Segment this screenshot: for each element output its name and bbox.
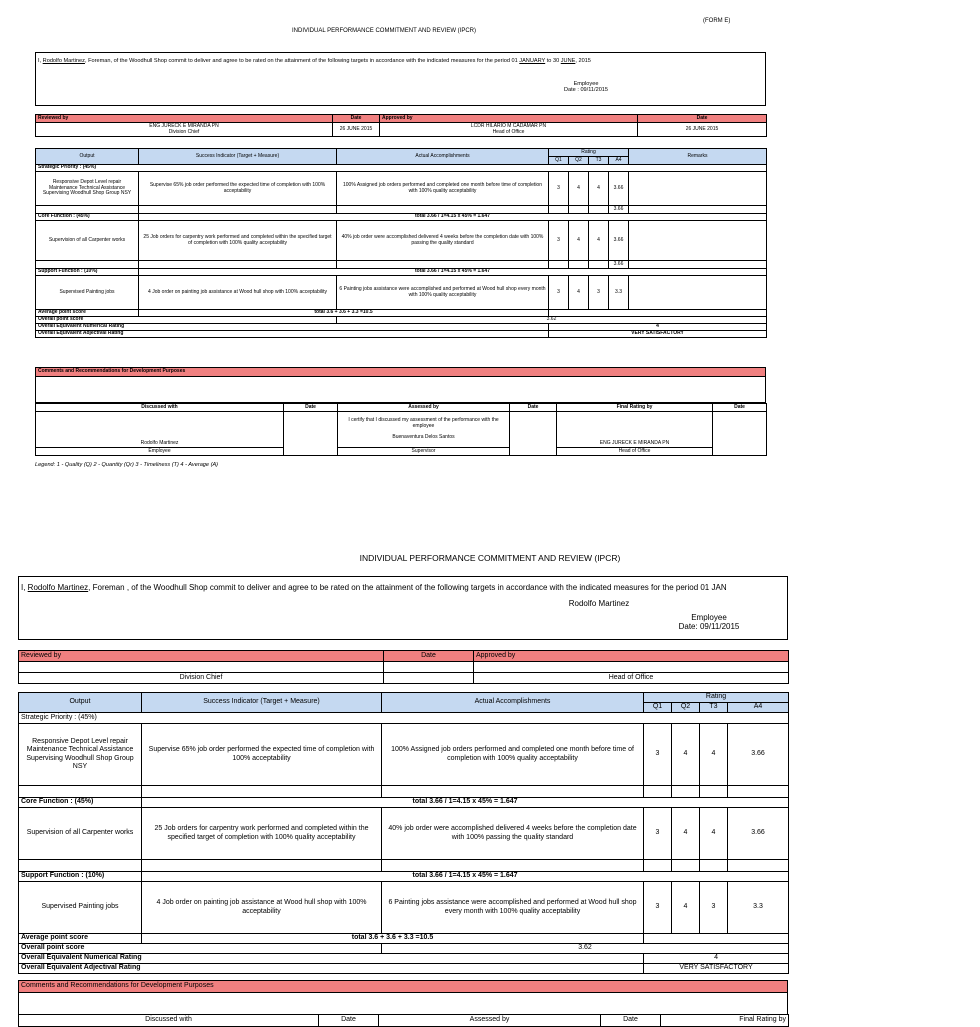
table-row: Supervised Painting jobs 4 Job order on painting job assistance at Wood hull shop with 100% acceptability 6 Painting jobs assistance were accomplished and performed at Wood hull shop every month with 100% quality acceptability 3 4 3 3.3 (19, 882, 789, 934)
page-title: INDIVIDUAL PERFORMANCE COMMITMENT AND REVIEW (IPCR) (291, 28, 476, 34)
table-row: Supervision of all Carpenter works 25 Job orders for carpentry work performed and completed within the specified target of completion with 100% quality acceptability 40% job order were accomplished delivered 4 weeks before the completion date with 100% passing the quality standard 3 4 4 3.66 (36, 221, 767, 261)
rating-table: Output Success Indicator (Target + Measure) Actual Accomplishments Rating Remarks Q1 Q2 T3 A4 Strategic Priority : (45%) Responsive Depot Level repair Maintenance Technical Assistance Supervising Woodhull Shop Group NSY Supervise 65% job order performed the expected time of completion with 100% acceptability 100% Assigned job orders performed and completed one month before time of completion with 100% quality acceptability 3 4 4 3.66 3.66 Core Function : (45%) total 3.66 / 1=4.15 x 45% = 1.647 Supervision of all Carpenter works 25 Job orders for carpentry work performed and completed within the specified target of completion with 100% quality acceptability 40% job order were accomplished delivered 4 weeks before the completion date with 100% passing the quality standard 3 4 4 3.66 3.66 Support Function : (10%) total 3.66 / 1=4.15 x 45% = 1.647 Supervised Painting jobs 4 Job order on painting job assistance at Wood hull shop with 100% acceptability 6 Painting jobs assistance were accomplished and performed at Wood hull shop every month with 100% quality acceptability 3 4 3 3.3 Average point score total 3.6 + 3.6 + 3.3 =10.5 Overall point score 3.62 Overall Equivalent Numerical Rating 4 Overall Equivalent Adjectival Rating VERY SATISFACTORY (35, 148, 767, 338)
signoff-table: Discussed with Date Assessed by Date Final Rating by Date Rodolfo Martinez I certify that I discussed my assessment of the performance with the employee Buenaventura Delos Santos ENG JURECK E MIRANDA PN Employee Supervisor Head of Office (35, 403, 767, 456)
comments-table (35, 367, 766, 403)
commitment-box (35, 52, 766, 106)
employee-name: Rodolfo Martinez (42, 58, 85, 64)
commitment-statement-2: I, Rodolfo Martinez, Foreman , of the Woodhull Shop commit to deliver and agree to be rated on the attainment of the following targets in accordance with the indicated measures for the period 01 JAN (21, 583, 727, 592)
commitment-statement: I, Rodolfo Martinez, Foreman, of the Woodhull Shop commit to deliver and agree to be rated on the attainment of the following targets in accordance with the indicated measures for the period 01 JANUARY to 30 JUNE, 2015 (38, 58, 591, 64)
rating-table-2: Output Success Indicator (Target + Measure) Actual Accomplishments Rating Q1 Q2 T3 A4 Strategic Priority : (45%) Responsive Depot Level repair Maintenance Technical Assistance Supervising Woodhull Shop Group NSY Supervise 65% job order performed the expected time of completion with 100% acceptability 100% Assigned job orders performed and completed one month before time of completion with 100% quality acceptability 3 4 4 3.66 Core Function : (45%) total 3.66 / 1=4.15 x 45% = 1.647 Supervision of all Carpenter works 25 Job orders for carpentry work performed and completed within the specified target of completion with 100% quality acceptability 40% job order were accomplished delivered 4 weeks before the completion date with 100% passing the quality standard 3 4 4 3.66 Support Function : (10%) total 3.66 / 1=4.15 x 45% = 1.647 Supervised Painting jobs 4 Job order on painting job assistance at Wood hull shop with 100% acceptability 6 Painting jobs assistance were accomplished and performed at Wood hull shop every month with 100% quality acceptability 3 4 3 3.3 Average point score total 3.6 + 3.6 + 3.3 =10.5 Overall point score 3.62 Overall Equivalent Numerical Rating 4 Overall Equivalent Adjectival Rating VERY SATISFACTORY (18, 692, 789, 974)
adjectival-rating: VERY SATISFACTORY (549, 331, 767, 338)
ipcr-page-2 (0, 548, 786, 1024)
numerical-rating: 4 (549, 324, 767, 331)
signoff-table-2: Discussed with Date Assessed by Date Final Rating by (18, 1014, 789, 1027)
core-function-label: Core Function : (45%) (36, 214, 139, 221)
reviewed-by-header: Reviewed by (36, 115, 333, 123)
assessor-block: I certify that I discussed my assessment of the performance with the employee Buenaventura Delos Santos (338, 412, 510, 448)
reviewer-name: ENG JURECK E MIRANDA PN Division Chief (36, 123, 333, 137)
approver-name: LCDR HILARIO M CADAMAR PN Head of Office (380, 123, 638, 137)
approved-by-header: Approved by (380, 115, 638, 123)
review-table: Reviewed by Date Approved by Date ENG JURECK E MIRANDA PN Division Chief 26 JUNE 2015 LCDR HILARIO M CADAMAR PN Head of Office 26 JUNE 2015 (35, 114, 767, 137)
employee-signature-block: Employee Date : 09/11/2015 (563, 81, 609, 94)
support-function-label: Support Function : (10%) (36, 269, 139, 276)
ipcr-page-1 (0, 0, 768, 490)
form-number: (FORM E) (703, 18, 731, 24)
legend: Legend: 1 - Quality (Q) 2 - Quantity (Qr) 3 - Timeliness (T) 4 - Average (A) (35, 462, 219, 468)
comments-area (36, 377, 766, 403)
comments-table-2: Comments and Recommendations for Development Purposes (18, 980, 788, 1015)
review-table-2: Reviewed by Date Approved by Division Chief Head of Office (18, 650, 789, 684)
final-rater-name: ENG JURECK E MIRANDA PN (557, 412, 713, 448)
commitment-box-2: I, Rodolfo Martinez, Foreman , of the Woodhull Shop commit to deliver and agree to be rated on the attainment of the following targets in accordance with the indicated measures for the period 01 JAN Rodolfo Martinez Employee Date: 09/11/2015 (18, 576, 788, 640)
table-row: Supervision of all Carpenter works 25 Job orders for carpentry work performed and completed within the specified target of completion with 100% quality acceptability 40% job order were accomplished delivered 4 weeks before the completion date with 100% passing the quality standard 3 4 4 3.66 (19, 808, 789, 860)
strategic-priority-label: Strategic Priority : (45%) (36, 165, 767, 172)
average-point-score: total 3.6 + 3.6 + 3.3 =10.5 (139, 310, 549, 317)
table-row: Supervised Painting jobs 4 Job order on painting job assistance at Wood hull shop with 100% acceptability 6 Painting jobs assistance were accomplished and performed at Wood hull shop every month with 100% quality acceptability 3 4 3 3.3 (36, 276, 767, 310)
overall-point-score: 3.62 (337, 317, 767, 324)
comments-header: Comments and Recommendations for Development Purposes (36, 368, 766, 377)
table-row: Responsive Depot Level repair Maintenance Technical Assistance Supervising Woodhull Shop Group NSY Supervise 65% job order performed the expected time of completion with 100% acceptability 100% Assigned job orders performed and completed one month before time of completion with 100% quality acceptability 3 4 4 3.66 (36, 172, 767, 206)
table-row: Responsive Depot Level repair Maintenance Technical Assistance Supervising Woodhull Shop Group NSY Supervise 65% job order performed the expected time of completion with 100% acceptability 100% Assigned job orders performed and completed one month before time of completion with 100% quality acceptability 3 4 4 3.66 (19, 724, 789, 786)
page-title-2: INDIVIDUAL PERFORMANCE COMMITMENT AND REVIEW (IPCR) (359, 553, 621, 563)
discussed-with-name: Rodolfo Martinez (36, 412, 284, 448)
